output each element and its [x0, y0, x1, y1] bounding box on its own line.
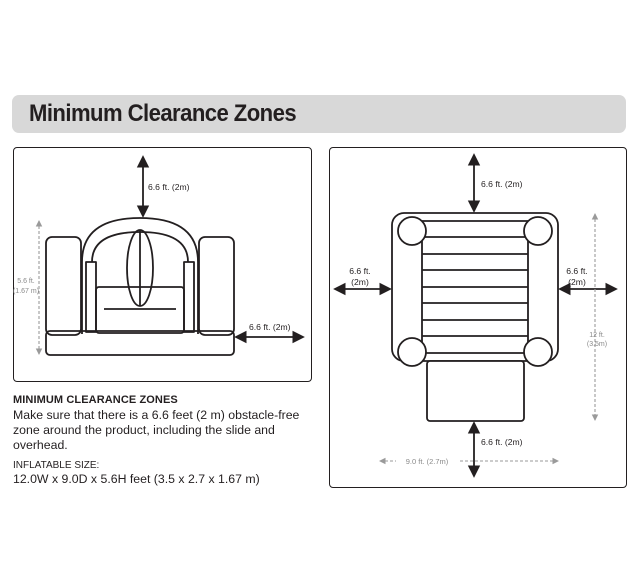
left-clearance-label-ft: 6.6 ft.: [349, 266, 371, 276]
height-dimension-label-ft: 5.6 ft.: [17, 278, 35, 285]
description-block: [13, 394, 313, 486]
right-clearance-label-ft: 6.6 ft.: [566, 266, 588, 276]
page-title: Minimum Clearance Zones: [29, 100, 297, 127]
top-clearance-label: 6.6 ft. (2m): [481, 179, 523, 189]
overhead-clearance-label: 6.6 ft. (2m): [148, 182, 190, 192]
inflatable-size-heading: INFLATABLE SIZE:: [13, 460, 100, 471]
length-dimension-label-m: (3.5m): [586, 341, 608, 348]
right-clearance-label-m: (2m): [568, 277, 586, 287]
left-clearance-label-m: (2m): [351, 277, 369, 287]
description-heading: MINIMUM CLEARANCE ZONES: [13, 394, 178, 406]
bottom-clearance-label: 6.6 ft. (2m): [481, 437, 523, 447]
width-dimension-label: 9.0 ft. (2.7m): [405, 457, 449, 466]
description-body: Make sure that there is a 6.6 feet (2 m) obstacle-free zone around the product, including the slide and overhead.: [13, 408, 300, 452]
bounce-house-top-view: [392, 213, 558, 421]
inflatable-size-value: 12.0W x 9.0D x 5.6H feet (3.5 x 2.7 x 1.67 m): [13, 472, 260, 486]
length-dimension-label-ft: 12 ft.: [589, 332, 605, 339]
height-dimension-label-m: (1.67 m): [12, 288, 40, 295]
bounce-house-front-view: [46, 218, 234, 355]
side-clearance-label: 6.6 ft. (2m): [249, 322, 291, 332]
